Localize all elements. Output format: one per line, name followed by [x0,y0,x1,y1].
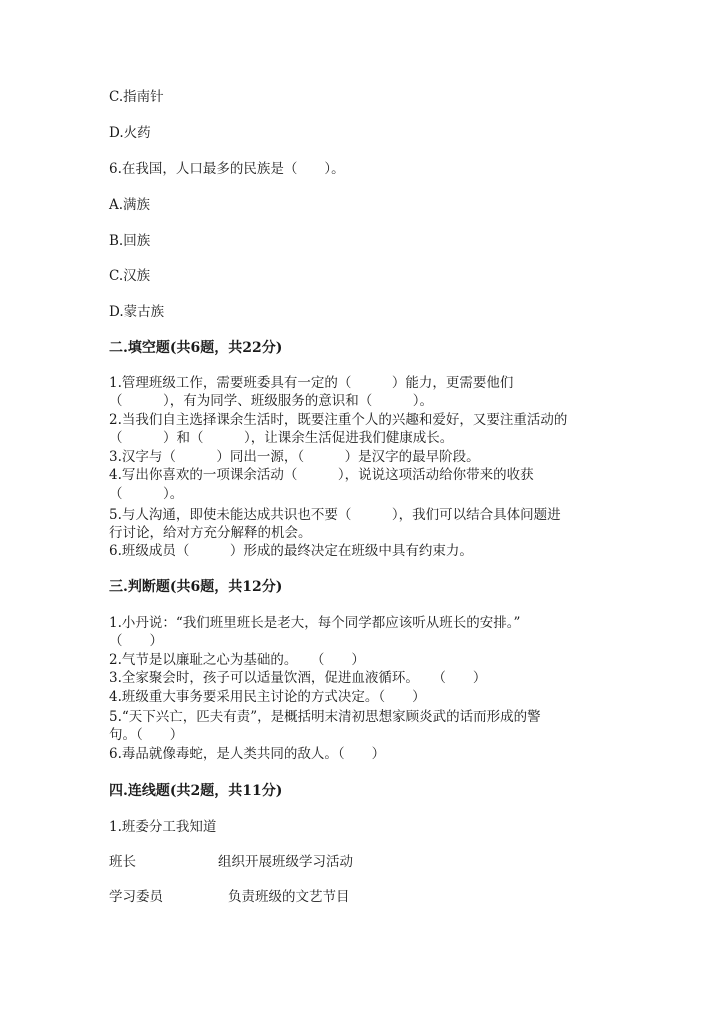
fill-question-1-line1: 1.管理班级工作，需要班委具有一定的（ ）能力，更需要他们 [109,375,514,391]
judge-question-2: 2.气节是以廉耻之心为基础的。 （ ） [109,652,365,668]
section-4-heading: 四.连线题(共2题，共11分) [109,783,283,799]
match-left-1: 班长 [109,854,136,870]
fill-question-6: 6.班级成员（ ）形成的最终决定在班级中具有约束力。 [109,543,473,559]
match-left-2: 学习委员 [109,889,163,905]
judge-question-5-line1: 5.“天下兴亡，匹夫有责”，是概括明末清初思想家顾炎武的话而形成的警 [109,709,541,725]
option-d-q5: D.火药 [109,125,151,141]
option-a-q6: A.满族 [109,197,151,213]
fill-question-1-line2: （ ），有为同学、班级服务的意识和（ ）。 [109,393,433,409]
match-right-2: 负责班级的文艺节目 [228,889,350,905]
fill-question-4-line1: 4.写出你喜欢的一项课余活动（ ），说说这项活动给你带来的收获 [109,467,534,483]
option-c-q6: C.汉族 [109,268,151,284]
fill-question-4-line2: （ ）。 [109,486,184,502]
fill-question-3: 3.汉字与（ ）同出一源，（ ）是汉字的最早阶段。 [109,449,480,465]
judge-question-3: 3.全家聚会时，孩子可以适量饮酒，促进血液循环。 （ ） [109,670,487,686]
match-question-1-title: 1.班委分工我知道 [109,819,217,835]
judge-question-5-line2: 句。（ ） [109,727,184,743]
option-b-q6: B.回族 [109,233,151,249]
fill-question-2-line1: 2.当我们自主选择课余生活时，既要注重个人的兴趣和爱好，又要注重活动的 [109,412,568,428]
option-d-q6: D.蒙古族 [109,304,165,320]
question-6-stem: 6.在我国，人口最多的民族是（ ）。 [109,161,345,177]
fill-question-2-line2: （ ）和（ ），让课余生活促进我们健康成长。 [109,430,454,446]
judge-question-1-line2: （ ） [109,633,163,649]
judge-question-4: 4.班级重大事务要采用民主讨论的方式决定。（ ） [109,689,426,705]
section-3-heading: 三.判断题(共6题，共12分) [109,579,283,595]
match-right-1: 组织开展班级学习活动 [218,854,353,870]
section-2-heading: 二.填空题(共6题，共22分) [109,340,283,356]
fill-question-5-line2: 行讨论，给对方充分解释的机会。 [109,525,312,541]
fill-question-5-line1: 5.与人沟通，即使未能达成共识也不要（ ），我们可以结合具体问题进 [109,507,561,523]
option-c-q5: C.指南针 [109,89,164,105]
judge-question-1-line1: 1.小丹说：“我们班里班长是老大，每个同学都应该听从班长的安排。” [109,615,521,631]
judge-question-6: 6.毒品就像毒蛇，是人类共同的敌人。（ ） [109,746,386,762]
